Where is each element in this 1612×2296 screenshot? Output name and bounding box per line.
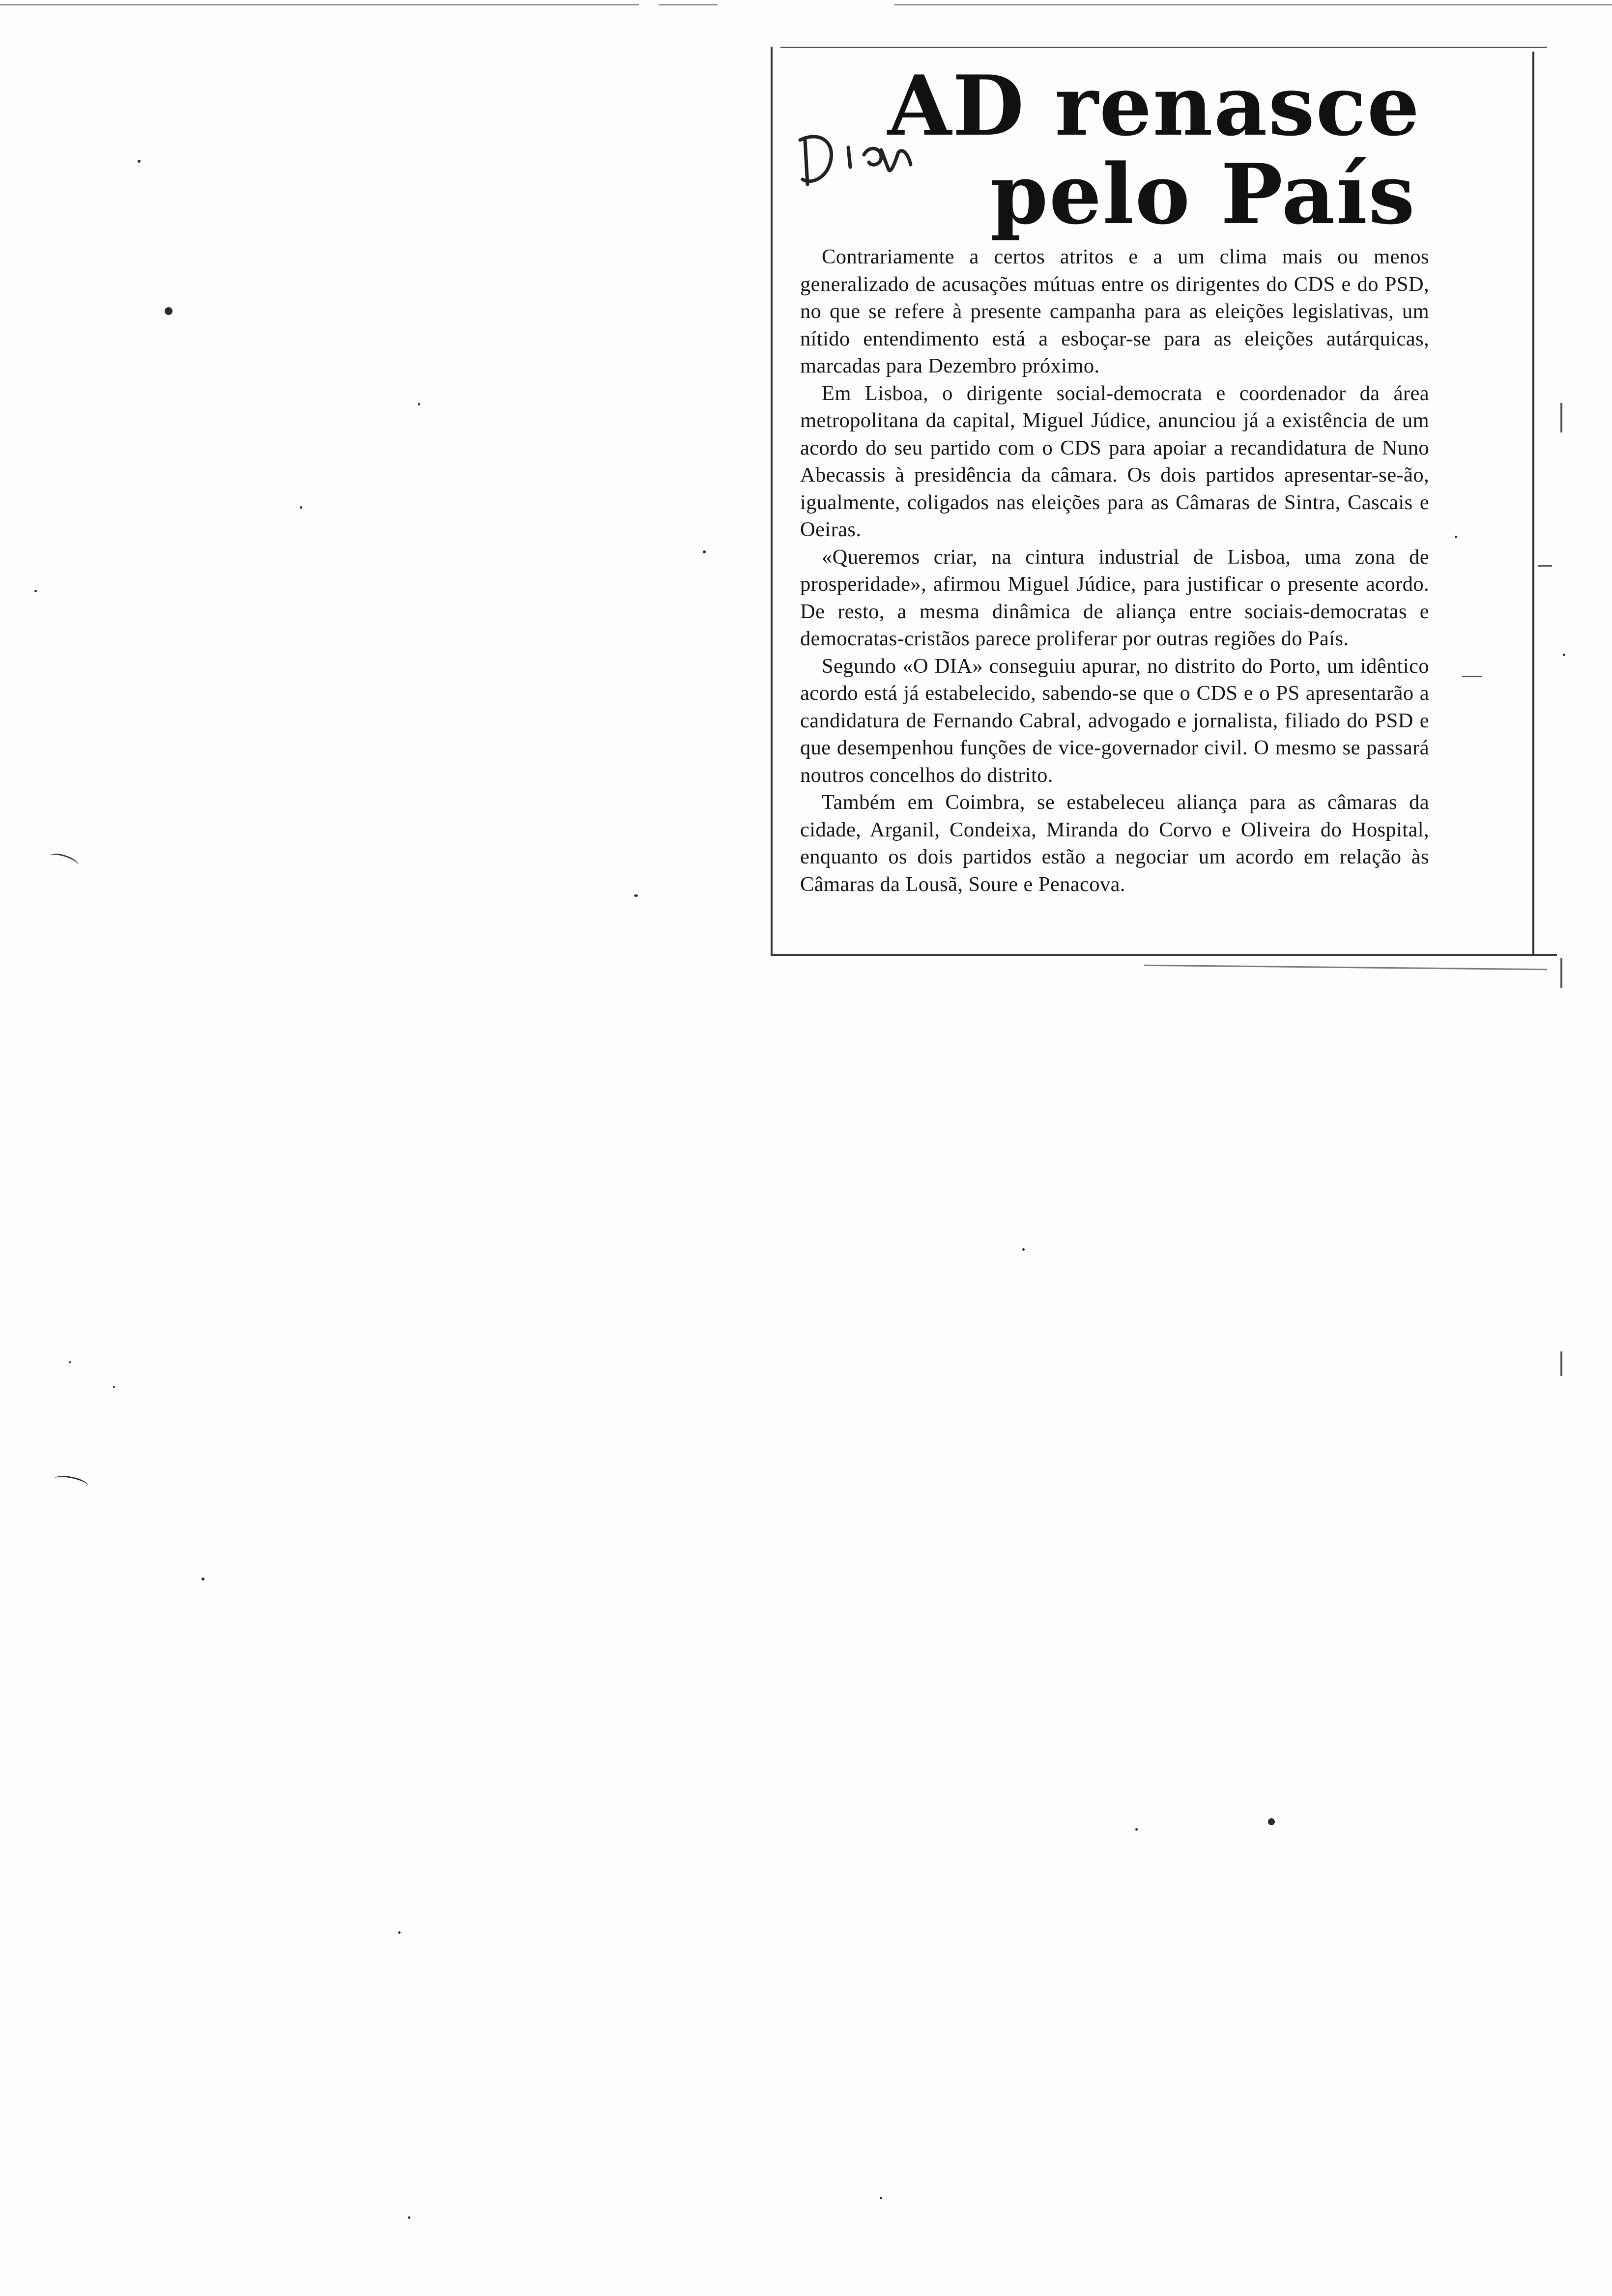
scan-speck [113,1386,115,1388]
scan-speck [418,403,420,405]
scan-mark [53,1473,89,1492]
scan-mark [1560,403,1562,432]
clipping-border [1144,965,1547,971]
scan-speck [34,590,37,592]
scan-speck [1563,654,1565,656]
scan-speck [634,894,638,897]
article-body [800,243,1429,898]
scan-speck [1135,1828,1138,1831]
clipping-border [771,47,773,956]
headline-line-2: pelo País [990,145,1416,243]
scan-speck [1268,1818,1275,1825]
scan-speck [398,1931,401,1934]
scan-speck [880,2197,882,2199]
scan-speck [202,1578,204,1580]
scan-mark [1560,1351,1562,1376]
scan-speck [1022,1248,1025,1251]
article-paragraph: Contrariamente a certos atritos e a um clima mais ou menos generalizado de acusações mútuas entre os dirigentes do CDS e do PSD, no que se refere à presente campanha para as eleições legislativas, um nítido entendimento está a esboçar-se para as eleições autárquicas, marcadas para Dezembro próximo. [800,245,1429,377]
top-edge-line [894,4,1612,5]
article-paragraph: Em Lisboa, o dirigente social-democrata e coordenador da área metropolitana da capital, Miguel Júdice, anunciou já a existência de um acordo do seu partido com o CDS para apoiar a recandidatura de Nuno Abecassis à presidência da câmara. Os dois partidos apresentar-se-ão, igualmente, coligados nas eleições para as Câmaras de Sintra, Cascais e Oeiras. [800,381,1429,541]
clipping-border [780,47,1547,48]
scan-speck [138,160,141,163]
clipping-border [771,954,1557,956]
article-paragraph: Também em Coimbra, se estabeleceu aliança para as câmaras da cidade, Arganil, Condeixa, Miranda do Corvo e Oliveira do Hospital, enquanto os dois partidos estão a negociar um acordo em relação às Câmaras da Lousã, Soure e Penacova. [800,791,1429,896]
article-paragraph: Segundo «O DIA» conseguiu apurar, no distrito do Porto, um idêntico acordo está já estabelecido, sabendo-se que o CDS e o PS apresentarão a candidatura de Fernando Cabral, advogado e jornalista, filiado do PSD e que desempenhou funções de vice-governador civil. O mesmo se passará noutros concelhos do distrito. [800,654,1429,787]
scan-speck [69,1361,71,1363]
scan-mark [48,851,80,870]
newspaper-clipping [771,47,1557,956]
scan-speck [165,307,173,315]
top-edge-line [0,4,639,5]
scan-speck [408,2216,410,2219]
top-edge-line [659,4,718,5]
clipping-border [1532,52,1534,956]
headline-line-1: AD renasce [887,57,1421,154]
scan-speck [703,550,706,553]
article-paragraph: «Queremos criar, na cintura industrial de Lisboa, uma zona de prosperidade», afirmou Miguel Júdice, para justificar o presente acordo. De resto, a mesma dinâmica de aliança entre sociais-democratas e democratas-cristãos parece proliferar por outras regiões do País. [800,545,1429,650]
scan-mark [1560,958,1562,988]
scan-speck [300,506,302,509]
